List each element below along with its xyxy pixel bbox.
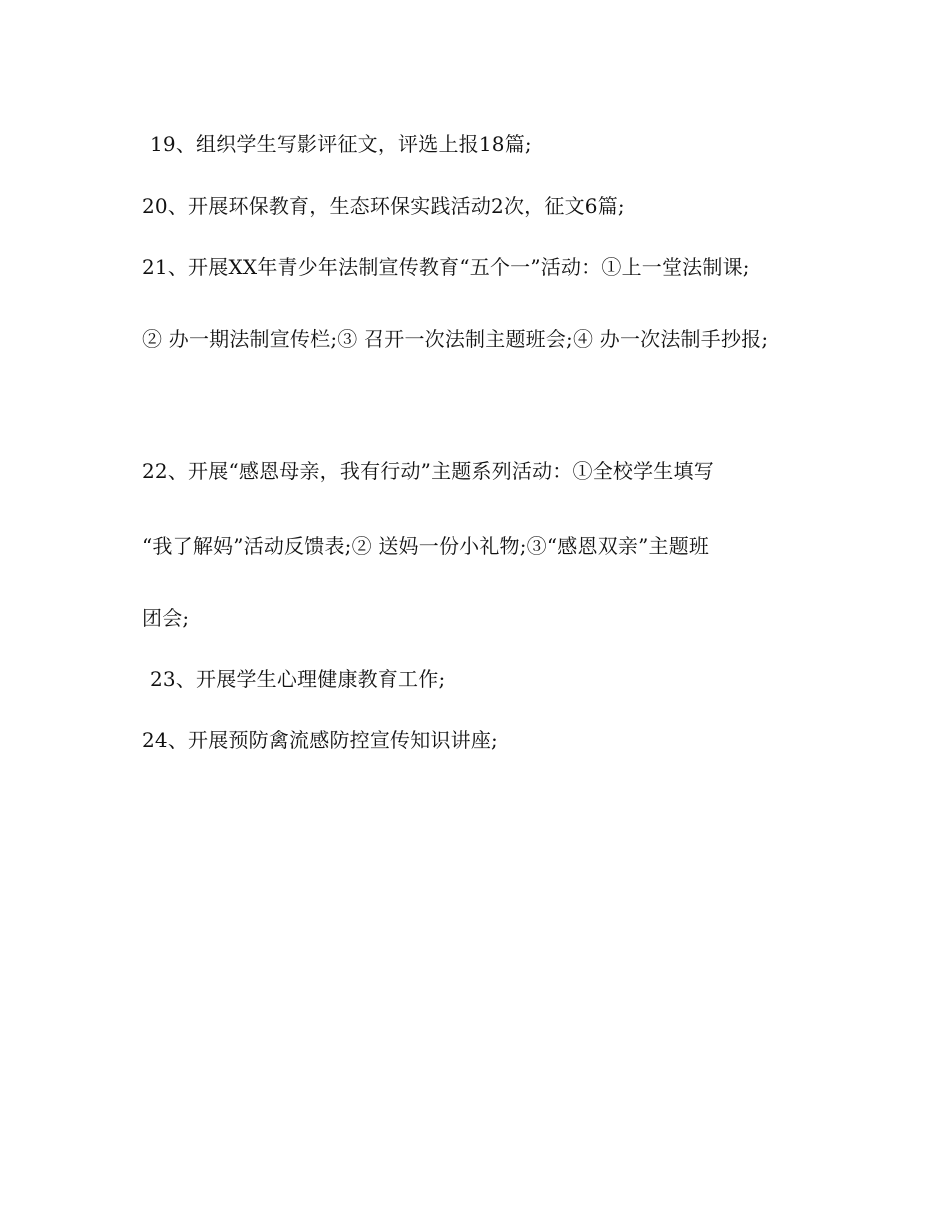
item-23-text: 23、开展学生心理健康教育工作;: [150, 667, 446, 691]
item-22-continuation-end: 团会;: [142, 606, 190, 630]
item-24-text: 24、开展预防禽流感防控宣传知识讲座;: [142, 728, 498, 752]
item-21-continuation: ② 办一期法制宣传栏;③ 召开一次法制主题班会;④ 办一次法制手抄报;: [142, 327, 769, 351]
item-21-text: 21、开展XX年青少年法制宣传教育“五个一”活动：①上一堂法制课;: [142, 255, 750, 279]
item-22-text: 22、开展“感恩母亲，我有行动”主题系列活动：①全校学生填写: [142, 459, 714, 483]
item-22-continuation: “我了解妈”活动反馈表;② 送妈一份小礼物;③“感恩双亲”主题班: [142, 534, 710, 558]
item-19-text: 19、组织学生写影评征文，评选上报18篇;: [150, 132, 532, 156]
item-20-text: 20、开展环保教育，生态环保实践活动2次，征文6篇;: [142, 194, 625, 218]
